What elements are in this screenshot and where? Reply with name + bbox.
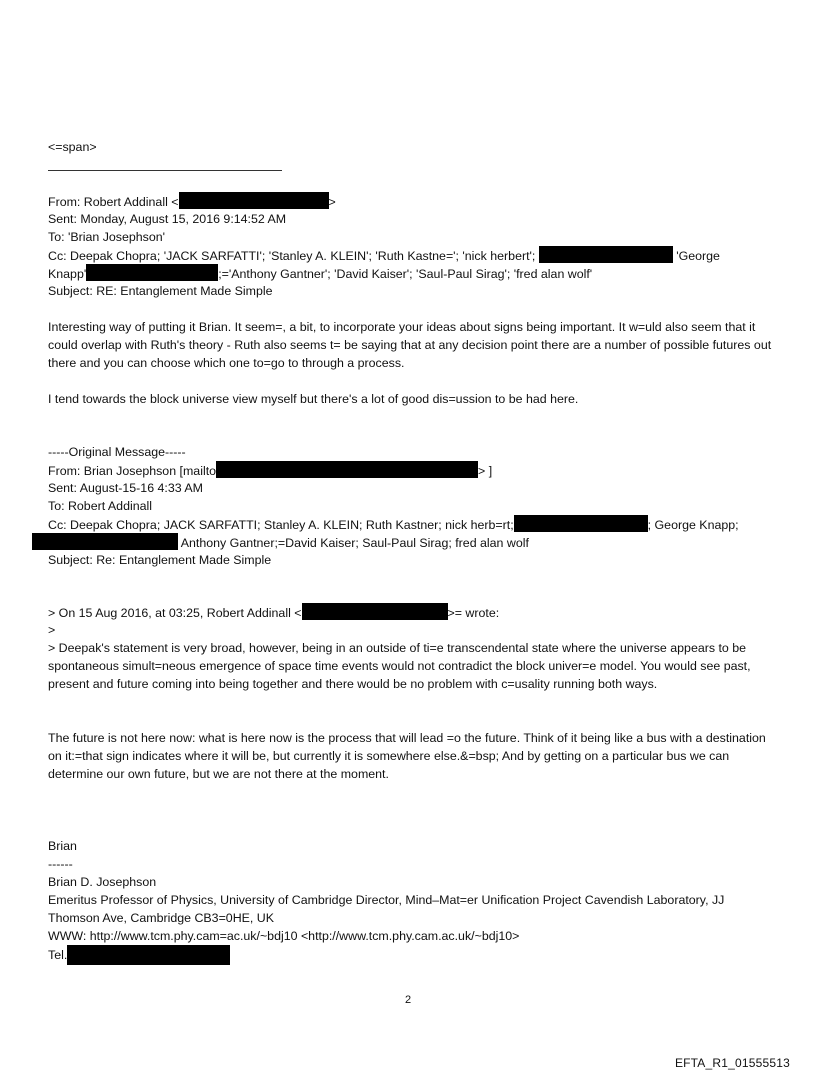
redaction-block <box>514 515 648 532</box>
quote-attribution <box>48 603 499 622</box>
header2-cc-line2 <box>32 533 529 552</box>
signature-dashes: ------ <box>48 857 73 871</box>
page-number: 2 <box>404 994 412 1006</box>
header2-from <box>48 461 492 480</box>
quote-text: > Deepak's statement is very broad, however, being in an outside of ti=e transcendental state where the universe appears to be spontaneous simult=neous emergence of space time events would not contradict the block univer=e model. You would see past, present and future coming into being together and there would be no problem with c=usality running both ways. <box>48 641 751 691</box>
quote-on-suffix: >= wrote: <box>447 606 500 620</box>
header1-from-prefix: From: Robert Addinall < <box>48 195 179 209</box>
header2-sent: Sent: August-15-16 4:33 AM <box>48 481 203 495</box>
header2-to: To: Robert Addinall <box>48 499 153 513</box>
original-message-divider: -----Original Message----- <box>48 445 186 459</box>
redaction-block <box>302 603 448 620</box>
redaction-block <box>67 945 230 965</box>
header1-sent: Sent: Monday, August 15, 2016 9:14:52 AM <box>48 212 287 226</box>
document-id: EFTA_R1_01555513 <box>674 1056 790 1070</box>
header1-subject: Subject: RE: Entanglement Made Simple <box>48 284 273 298</box>
header2-cc-line1 <box>48 515 739 534</box>
header1-cc-line1 <box>48 246 720 265</box>
body1-paragraph1: Interesting way of putting it Brian. It seem=, a bit, to incorporate your ideas about signs being important. It w=uld also seem that it could overlap with Ruth's theory - Ruth also seems t= be saying that at any decision point there are a number of possible futures out there and you can choose which one to=go to through a process. <box>48 320 772 370</box>
signature-name: Brian <box>48 839 77 853</box>
header2-cc-line1-b: ; George Knapp; <box>647 518 739 532</box>
header2-cc-line2-b: Anthony Gantner;=David Kaiser; Saul-Paul Sirag; fred alan wolf <box>180 536 529 550</box>
signature-title: Emeritus Professor of Physics, University of Cambridge Director, Mind–Mat=er Unification Project Cavendish Laboratory, JJ Thomson Ave, Cambridge CB3=0HE, UK <box>48 893 725 925</box>
redaction-block <box>32 533 178 550</box>
redaction-block <box>216 461 478 478</box>
header1-cc-line2-a: Knapp' <box>48 267 87 281</box>
quote-blank-line: > <box>48 623 56 637</box>
header1-cc-line2 <box>48 264 592 283</box>
reply-text: The future is not here now: what is here now is the process that will lead =o the future. Think of it being like a bus with a destination on it:=that sign indicates where it will be, but currently it is somewhere else.&=bsp; And by getting on a particular bus we can determine our own future, but we are not there at the moment. <box>48 731 766 781</box>
signature-tel-label: Tel. <box>48 948 68 962</box>
signature-full-name: Brian D. Josephson <box>48 875 157 889</box>
header2-cc-line1-a: Cc: Deepak Chopra; JACK SARFATTI; Stanley A. KLEIN; Ruth Kastner; nick herb=rt; <box>48 518 514 532</box>
separator-rule <box>48 170 282 171</box>
header1-cc-line2-b: ;='Anthony Gantner'; 'David Kaiser'; 'Saul-Paul Sirag'; 'fred alan wolf' <box>218 267 593 281</box>
quote-on-prefix: > On 15 Aug 2016, at 03:25, Robert Addinall < <box>48 606 302 620</box>
header1-cc-line1-b: 'George <box>676 249 720 263</box>
header2-from-prefix: From: Brian Josephson [mailto <box>48 464 217 478</box>
signature-tel <box>48 945 230 965</box>
header2-subject: Subject: Re: Entanglement Made Simple <box>48 553 272 567</box>
header2-from-suffix: > ] <box>478 464 493 478</box>
header1-from <box>48 192 336 211</box>
header1-from-suffix: > <box>328 195 336 209</box>
redaction-block <box>86 264 218 281</box>
header1-to: To: 'Brian Josephson' <box>48 230 166 244</box>
body1-paragraph2: I tend towards the block universe view myself but there's a lot of good dis=ussion to be had here. <box>48 392 579 406</box>
redaction-block <box>179 192 329 209</box>
header1-cc-line1-a: Cc: Deepak Chopra; 'JACK SARFATTI'; 'Stanley A. KLEIN'; 'Ruth Kastne='; 'nick herbert'; <box>48 249 536 263</box>
redaction-block <box>539 246 673 263</box>
span-marker: <=span> <box>48 140 97 154</box>
signature-www: WWW: http://www.tcm.phy.cam=ac.uk/~bdj10 <http://www.tcm.phy.cam.ac.uk/~bdj10> <box>48 929 520 943</box>
